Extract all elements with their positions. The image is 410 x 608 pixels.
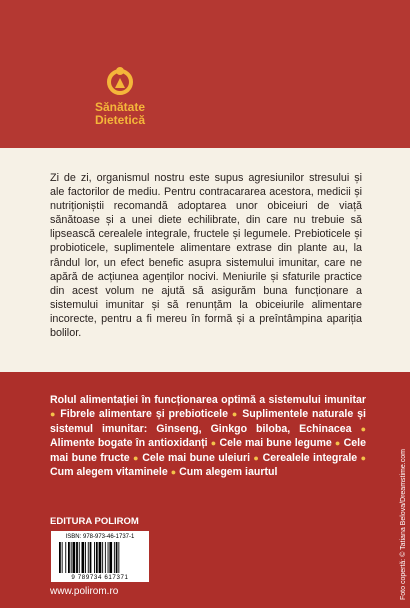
contents-item: Suplimentele naturale și sistemul imunitar: Ginseng, Ginkgo biloba, Echinacea: [50, 408, 366, 435]
contents-item: Cele mai bune uleiuri: [142, 451, 251, 464]
contents-item: Cum alegem iaurtul: [179, 466, 278, 479]
logo-line-2: Dietetică: [94, 113, 146, 127]
bullet-icon: ●: [360, 452, 366, 463]
contents-item: Cerealele integrale: [262, 451, 358, 464]
contents-item: Cele mai bune legume: [219, 437, 332, 450]
isbn-number: ISBN: 978-973-46-1737-1: [65, 534, 135, 540]
contents-item: Cele mai bune fructe: [50, 437, 367, 464]
bullet-icon: ●: [170, 467, 177, 478]
publisher-name: EDITURA POLIROM: [50, 516, 139, 527]
isbn-barcode: [51, 531, 149, 582]
contents-item: Rolul alimentației în funcționarea optimă a sistemului imunitar: [50, 394, 366, 406]
person-logo-icon: [107, 66, 133, 98]
series-logo: [90, 66, 150, 127]
logo-line-1: Sănătate: [94, 100, 146, 114]
barcode-digits: 9 789734 617371: [71, 574, 129, 581]
contents-item: Alimente bogate în antioxidanți: [50, 437, 208, 450]
publisher-website[interactable]: www.polirom.ro: [50, 586, 119, 597]
top-band: [0, 0, 410, 148]
contents-list: [50, 393, 366, 479]
bullet-icon: ●: [210, 438, 217, 449]
bullet-icon: ●: [360, 423, 366, 434]
bullet-icon: ●: [231, 409, 239, 420]
book-description: Zi de zi, organismul nostru este supus agresiunilor stresului și ale factorilor de mediu. Pentru contracararea acestora, medicii și nutriționiștii recomandă adoptarea unor obiceiuri de viață sănătoase și a unei diete echilibrate, din care nu trebuie să lipsească cerealele integrale, fructele și legumele. Prebioticele și probioticele, suplimentele alimentare extrase din plante au, la rândul lor, un efect benefic asupra sistemului imunitar, care ne apără de acțiunea agenților nocivi. Meniurile și sfaturile practice din acest volum ne ajută să asigurăm buna funcționare a sistemului imunitar și să renunțăm la obiceiurile alimentare incorecte, pentru a fi mereu în formă și a preîntâmpina apariția bolilor.: [50, 172, 362, 340]
bullet-icon: ●: [133, 452, 139, 463]
bullet-icon: ●: [334, 438, 341, 449]
bullet-icon: ●: [50, 409, 57, 420]
contents-item: Cum alegem vitaminele: [50, 466, 168, 479]
contents-item: Fibrele alimentare și prebioticele: [60, 408, 229, 421]
photo-credit: Foto copertă: © Tatiana Belova/Dreamstime.com: [400, 449, 407, 600]
bullet-icon: ●: [253, 452, 260, 463]
